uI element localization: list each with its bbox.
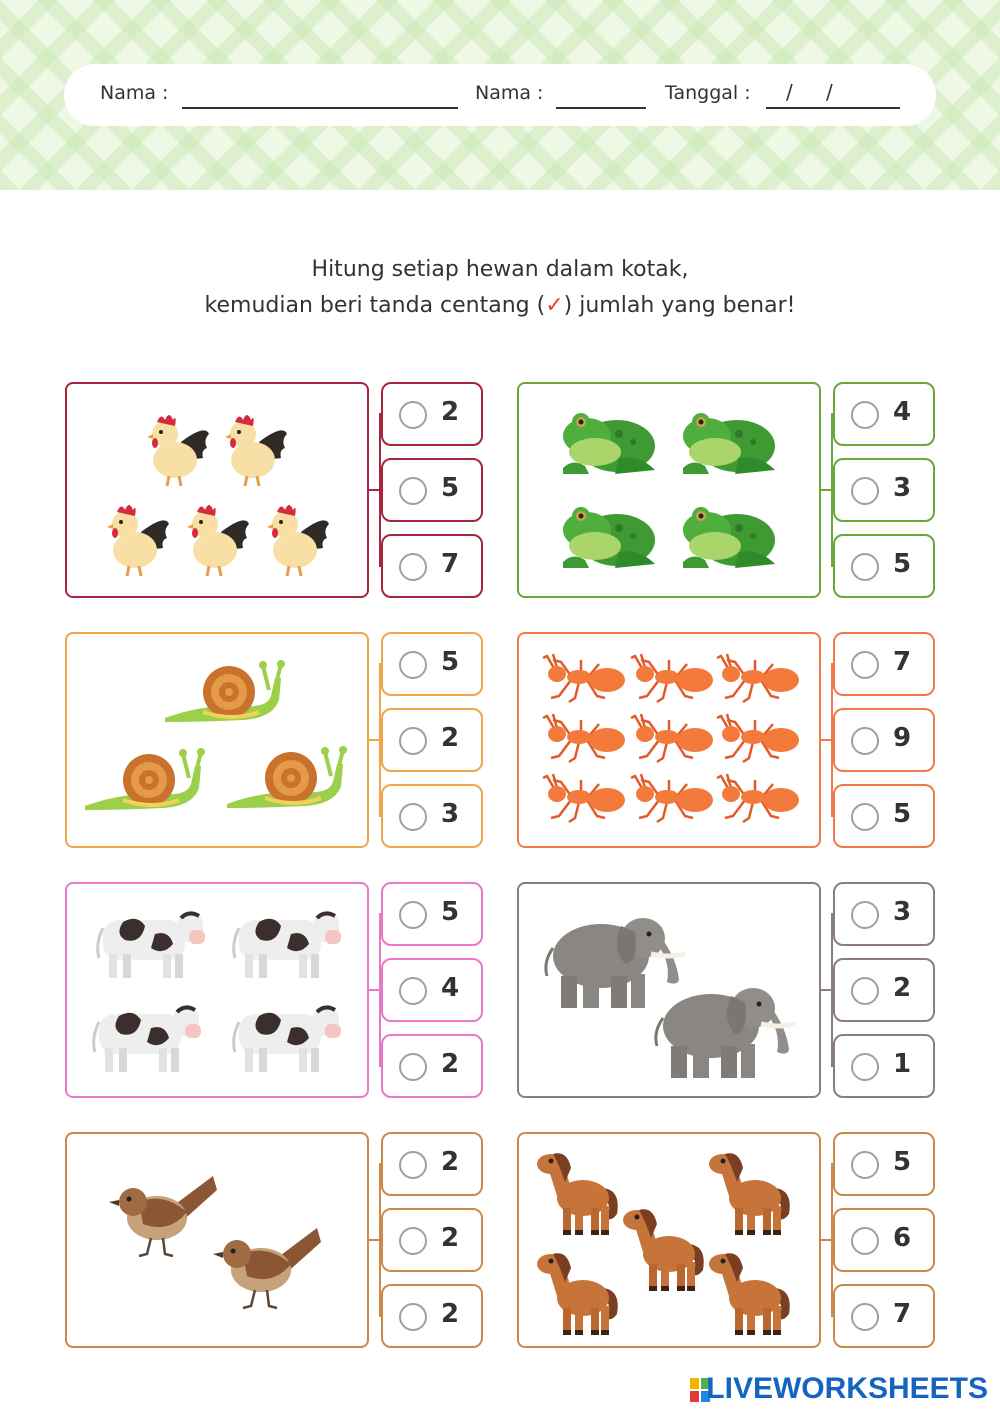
chicken-icon [103,494,173,582]
radio-button[interactable] [851,1303,879,1331]
ant-icon [541,770,627,828]
elephant-option-1[interactable] [833,882,935,946]
frog-icon [559,496,659,576]
radio-button[interactable] [851,477,879,505]
ant-picture-box [517,632,821,848]
frog-option-3[interactable] [833,534,935,598]
option-number: 2 [893,973,912,1003]
frog-icon [559,402,659,482]
option-number: 5 [893,1147,912,1177]
cow-icon [229,998,347,1078]
cow-icon [229,904,347,984]
horse-icon [537,1148,621,1240]
snail-option-2[interactable] [381,708,483,772]
brand-name: LIVEWORKSHEETS [706,1372,988,1405]
bird-option-2[interactable] [381,1208,483,1272]
ant-icon [629,650,715,708]
instruction-line-2-start: kemudian beri tanda centang ( [204,293,546,318]
option-number: 7 [893,1299,912,1329]
bird-icon [109,1172,221,1262]
cow-picture-box [65,882,369,1098]
instructions [0,252,1000,324]
name-label-2: Nama : [475,82,544,104]
frog-option-2[interactable] [833,458,935,522]
option-number: 5 [441,647,460,677]
chicken-icon [143,404,213,492]
instruction-line-2-end: ) jumlah yang benar! [563,293,796,318]
elephant-icon [649,972,799,1084]
option-number: 5 [441,897,460,927]
horse-option-3[interactable] [833,1284,935,1348]
option-number: 7 [893,647,912,677]
radio-button[interactable] [851,1151,879,1179]
snail-picture-box [65,632,369,848]
radio-button[interactable] [399,1303,427,1331]
chicken-icon [183,494,253,582]
option-number: 7 [441,549,460,579]
radio-button[interactable] [399,1151,427,1179]
ant-icon [541,710,627,768]
cow-icon [93,904,211,984]
option-number: 5 [441,473,460,503]
option-number: 9 [893,723,912,753]
radio-button[interactable] [851,803,879,831]
frog-icon [679,402,779,482]
option-number: 5 [893,799,912,829]
horse-icon [709,1148,793,1240]
radio-button[interactable] [399,553,427,581]
ant-icon [715,650,801,708]
frog-option-1[interactable] [833,382,935,446]
radio-button[interactable] [851,1227,879,1255]
radio-button[interactable] [399,977,427,1005]
ant-icon [629,770,715,828]
ant-icon [541,650,627,708]
horse-picture-box [517,1132,821,1348]
chicken-option-1[interactable] [381,382,483,446]
radio-button[interactable] [851,651,879,679]
horse-option-2[interactable] [833,1208,935,1272]
bird-option-1[interactable] [381,1132,483,1196]
name-label: Nama : [100,82,169,104]
radio-button[interactable] [399,401,427,429]
ant-icon [715,770,801,828]
radio-button[interactable] [851,401,879,429]
chicken-icon [221,404,291,492]
elephant-option-3[interactable] [833,1034,935,1098]
cow-option-2[interactable] [381,958,483,1022]
bird-icon [213,1224,325,1314]
ant-icon [629,710,715,768]
chicken-picture-box [65,382,369,598]
date-slash-1: / [786,80,793,104]
ant-option-1[interactable] [833,632,935,696]
radio-button[interactable] [399,803,427,831]
date-slash-2: / [826,80,833,104]
snail-option-3[interactable] [381,784,483,848]
frog-picture-box [517,382,821,598]
option-number: 4 [441,973,460,1003]
radio-button[interactable] [851,1053,879,1081]
option-number: 2 [441,1049,460,1079]
option-number: 2 [441,1299,460,1329]
elephant-option-2[interactable] [833,958,935,1022]
option-number: 2 [441,1223,460,1253]
bird-picture-box [65,1132,369,1348]
chicken-option-3[interactable] [381,534,483,598]
horse-option-1[interactable] [833,1132,935,1196]
option-number: 3 [893,897,912,927]
elephant-picture-box [517,882,821,1098]
cow-option-3[interactable] [381,1034,483,1098]
ant-option-2[interactable] [833,708,935,772]
horse-icon [537,1248,621,1340]
bird-option-3[interactable] [381,1284,483,1348]
radio-button[interactable] [399,727,427,755]
ant-icon [715,710,801,768]
radio-button[interactable] [399,1227,427,1255]
cow-icon [89,998,207,1078]
radio-button[interactable] [399,477,427,505]
option-number: 6 [893,1223,912,1253]
name-input-line-2[interactable] [556,107,646,109]
snail-icon [163,660,287,730]
chicken-option-2[interactable] [381,458,483,522]
ant-option-3[interactable] [833,784,935,848]
horse-icon [709,1248,793,1340]
horse-icon [623,1204,707,1296]
chicken-icon [263,494,333,582]
cow-option-1[interactable] [381,882,483,946]
option-number: 1 [893,1049,912,1079]
date-input-line[interactable] [766,107,900,109]
option-number: 2 [441,1147,460,1177]
radio-button[interactable] [399,651,427,679]
radio-button[interactable] [399,901,427,929]
radio-button[interactable] [851,901,879,929]
option-number: 5 [893,549,912,579]
option-number: 4 [893,397,912,427]
check-mark-icon: ✓ [545,293,564,318]
option-number: 2 [441,723,460,753]
snail-option-1[interactable] [381,632,483,696]
radio-button[interactable] [851,727,879,755]
instruction-line-1: Hitung setiap hewan dalam kotak, [311,257,689,282]
name-input-line[interactable] [182,107,458,109]
date-label: Tanggal : [665,82,751,104]
frog-icon [679,496,779,576]
radio-button[interactable] [399,1053,427,1081]
option-number: 3 [441,799,460,829]
instruction-line-2 [0,288,1000,324]
radio-button[interactable] [851,553,879,581]
radio-button[interactable] [851,977,879,1005]
option-number: 2 [441,397,460,427]
option-number: 3 [893,473,912,503]
snail-icon [83,748,207,818]
snail-icon [225,746,349,816]
